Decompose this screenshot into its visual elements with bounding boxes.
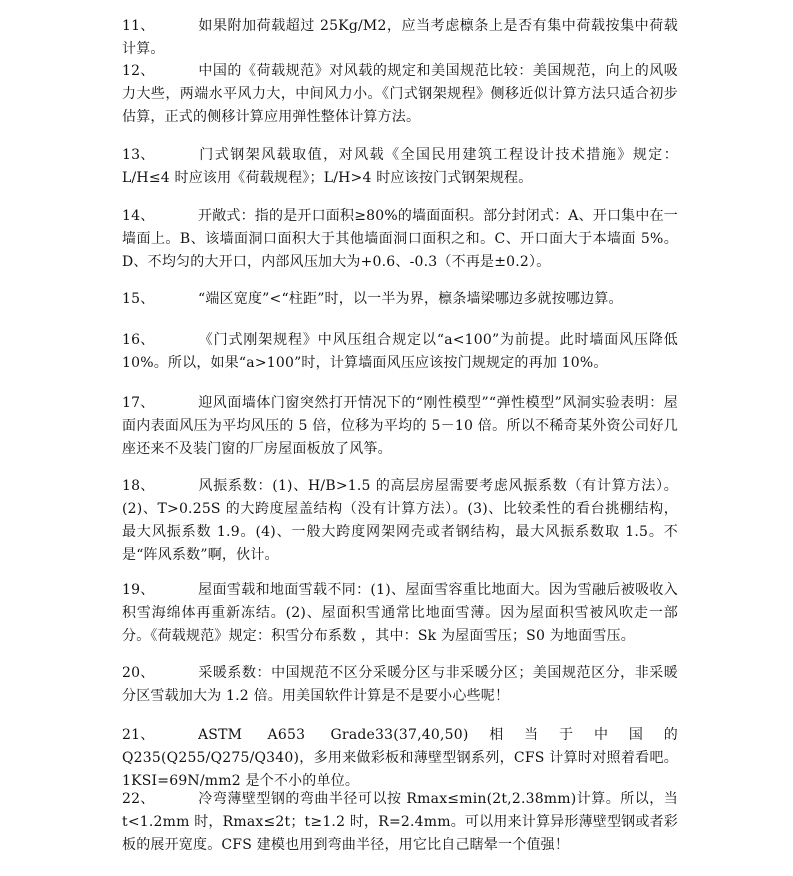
item-number: 20、	[122, 665, 155, 681]
list-item	[122, 724, 678, 793]
item-number: 19、	[122, 582, 155, 598]
item-text: “端区宽度”<“柱距”时，以一半为界，檩条墙梁哪边多就按哪边算。	[198, 291, 623, 307]
item-number: 15、	[122, 291, 155, 307]
item-text: 迎风面墙体门窗突然打开情况下的“刚性模型”“弹性模型”风洞实验表明：屋面内表面风压为平均风压的 5 倍，位移为平均的 5－10 倍。所以不稀奇某外资公司好几座还来不及装门窗的厂房屋面板放了风筝。	[122, 395, 678, 457]
item-text: 采暖系数：中国规范不区分采暖分区与非采暖分区；美国规范区分，非采暖分区雪载加大为 1.2 倍。用美国软件计算是不是要小心些呢！	[122, 665, 678, 704]
item-number: 11、	[122, 18, 155, 34]
list-item	[122, 60, 678, 129]
item-number: 16、	[122, 332, 155, 348]
item-number: 22、	[122, 791, 155, 807]
list-item	[122, 662, 678, 708]
item-number: 12、	[122, 63, 155, 79]
item-text: 门式钢架风载取值，对风载《全国民用建筑工程设计技术措施》规定：L/H≤4 时应该用《荷载规程》；L/H>4 时应该按门式钢架规程。	[122, 147, 678, 186]
list-item	[122, 205, 678, 274]
item-text: 中国的《荷载规范》对风载的规定和美国规范比较：美国规范，向上的风吸力大些，两端水平风力大，中间风力小。《门式钢架规程》侧移近似计算方法只适合初步估算，正式的侧移计算应用弹性整体计算方法。	[122, 63, 678, 125]
item-text: 屋面雪载和地面雪载不同：(1)、屋面雪容重比地面大。因为雪融后被吸收入积雪海绵体再重新冻结。(2)、屋面积雪通常比地面雪薄。因为屋面积雪被风吹走一部分。《荷载规范》规定：积雪分布系数 ，其中：Sk 为屋面雪压；S0 为地面雪压。	[122, 582, 678, 644]
item-text: 风振系数：(1)、H/B>1.5 的高层房屋需要考虑风振系数（有计算方法）。(2)、T>0.25S 的大跨度屋盖结构（没有计算方法）。(3)、比较柔性的看台挑棚结构，最大风振系数 1.9。(4)、一般大跨度网架网壳或者钢结构，最大风振系数取 1.5。不是“阵风系数”啊，伙计。	[122, 478, 678, 563]
item-number: 14、	[122, 208, 155, 224]
item-text: ASTM A653 Grade33(37,40,50)相当于中国的 Q235(Q255/Q275/Q340)，多用来做彩板和薄壁型钢系列，CFS 计算时对照着看吧。1KSI=69N/mm2 是个不小的单位。	[122, 727, 678, 789]
list-item	[122, 579, 678, 648]
item-text: 如果附加荷载超过 25Kg/M2，应当考虑檩条上是否有集中荷载按集中荷载计算。	[122, 18, 678, 57]
list-item	[122, 288, 678, 311]
item-text: 《门式刚架规程》中风压组合规定以“a<100”为前提。此时墙面风压降低 10%。所以，如果“a>100”时，计算墙面风压应该按门规规定的再加 10%。	[122, 332, 678, 371]
list-item	[122, 329, 678, 375]
item-number: 17、	[122, 395, 155, 411]
item-text: 冷弯薄壁型钢的弯曲半径可以按 Rmax≤min(2t,2.38mm)计算。所以，当 t<1.2mm 时，Rmax≤2t；t≥1.2 时，R=2.4mm。可以用来计算异形薄壁型钢或者彩板的展开宽度。CFS 建模也用到弯曲半径，用它比自己瞎晕一个值强！	[122, 791, 678, 853]
list-item	[122, 788, 678, 857]
item-number: 21、	[122, 727, 155, 743]
list-item	[122, 392, 678, 461]
list-item	[122, 15, 678, 61]
cut-off-next-line	[0, 862, 793, 876]
item-number: 13、	[122, 147, 155, 163]
item-text: 开敞式：指的是开口面积≥80%的墙面面积。部分封闭式：A、开口集中在一墙面上。B、该墙面洞口面积大于其他墙面洞口面积之和。C、开口面大于本墙面 5%。D、不均匀的大开口，内部风压加大为+0.6、-0.3（不再是±0.2）。	[122, 208, 678, 270]
list-item	[122, 475, 678, 567]
list-item	[122, 144, 678, 190]
item-number: 18、	[122, 478, 155, 494]
